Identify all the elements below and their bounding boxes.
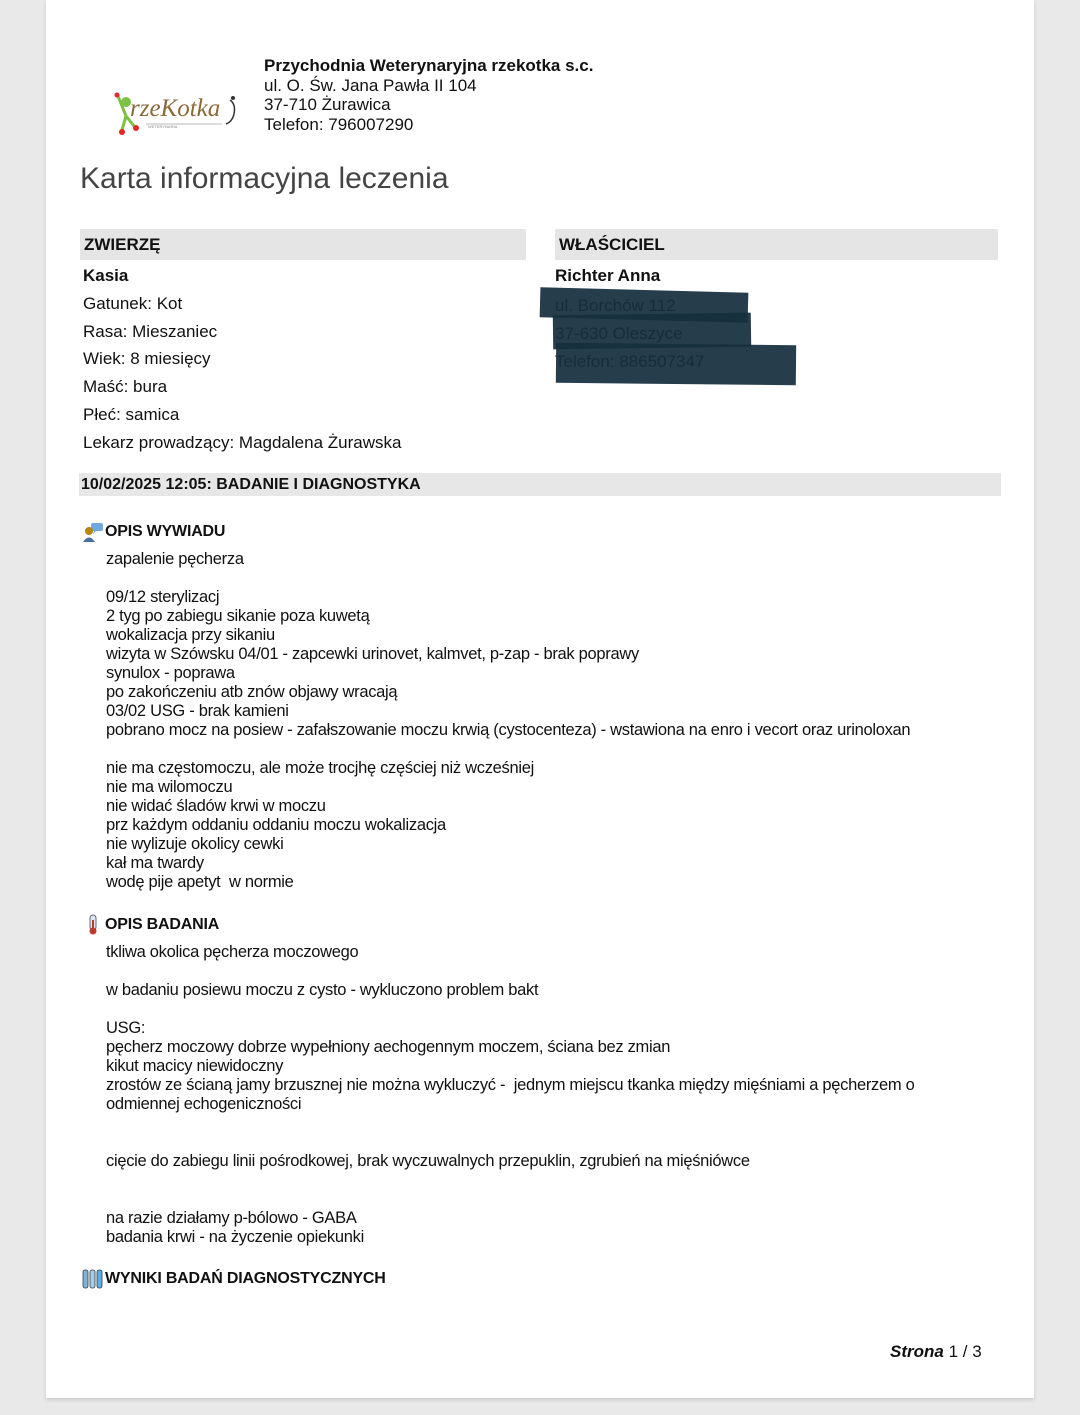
text-line: zapalenie pęcherza (106, 550, 244, 568)
redaction-mark (556, 343, 796, 386)
page-counter (890, 1342, 982, 1362)
thermometer-icon (82, 914, 104, 936)
clinic-name: Przychodnia Weterynaryjna rzekotka s.c. (264, 56, 594, 75)
animal-name: Kasia (83, 266, 129, 285)
text-line: 2 tyg po zabiegu sikanie poza kuwetą (106, 607, 370, 625)
interview-heading (82, 521, 225, 543)
animal-coat: Maść: bura (83, 377, 168, 396)
text-line: nie ma wilomoczu (106, 778, 233, 796)
page-total: / 3 (962, 1342, 982, 1361)
text-line: wodę pije apetyt w normie (106, 873, 294, 891)
test-tubes-icon (82, 1268, 104, 1290)
animal-section-header: ZWIERZĘ (80, 229, 526, 260)
text-line: 03/02 USG - brak kamieni (106, 702, 289, 720)
text-line: nie ma częstomoczu, ale może trocjhę częściej niż wcześniej (106, 759, 534, 777)
animal-sex: Płeć: samica (83, 405, 180, 424)
text-line: badania krwi - na życzenie opiekunki (106, 1228, 364, 1246)
attending-doctor: Lekarz prowadzący: Magdalena Żurawska (83, 433, 402, 452)
clinic-info (264, 56, 593, 134)
svg-text:rzeKotka: rzeKotka (130, 95, 221, 122)
clinic-phone: Telefon: 796007290 (264, 114, 414, 134)
text-line (106, 1133, 996, 1152)
document-title: Karta informacyjna leczenia (80, 162, 449, 195)
text-line: synulox - poprawa (106, 664, 235, 682)
examination-text (106, 943, 996, 1247)
clinic-address-line1: ul. O. Św. Jana Pawła II 104 (264, 75, 477, 95)
text-line (106, 740, 996, 759)
owner-name: Richter Anna (555, 266, 661, 285)
owner-section-header: WŁAŚCICIEL (555, 229, 998, 260)
clinic-address-line2: 37-710 Żurawica (264, 95, 391, 114)
text-line (106, 1171, 996, 1190)
text-line: pęcherz moczowy dobrze wypełniony aechogennym moczem, ściana bez zmian (106, 1038, 671, 1056)
examination-title: OPIS BADANIA (105, 916, 220, 933)
text-line: prz każdym oddaniu oddaniu moczu wokalizacja (106, 816, 446, 834)
text-line (106, 1114, 996, 1133)
page-label: Strona (890, 1342, 944, 1361)
text-line: kał ma twardy (106, 854, 204, 872)
interview-title: OPIS WYWIADU (105, 523, 226, 540)
interview-icon (82, 521, 104, 543)
text-line: kikut macicy niewidoczny (106, 1057, 284, 1075)
text-line: pobrano mocz na posiew - zafałszowanie moczu krwią (cystocenteza) - wstawiona na enro i vecort oraz urinoloxan (106, 721, 911, 739)
examination-heading (82, 914, 219, 936)
visit-header: 10/02/2025 12:05: BADANIE I DIAGNOSTYKA (79, 473, 1001, 496)
text-line: na razie działamy p-bólowo - GABA (106, 1209, 357, 1227)
page-current: 1 (948, 1342, 959, 1361)
text-line: wokalizacja przy sikaniu (106, 626, 275, 644)
text-line: 09/12 sterylizacj (106, 588, 220, 606)
text-line (106, 962, 996, 981)
svg-text:WETERYNARIA: WETERYNARIA (148, 124, 178, 129)
text-line: w badaniu posiewu moczu z cysto - wykluczono problem bakt (106, 981, 539, 999)
interview-text (106, 550, 996, 892)
results-title: WYNIKI BADAŃ DIAGNOSTYCZNYCH (105, 1270, 386, 1287)
text-line: nie widać śladów krwi w moczu (106, 797, 326, 815)
text-line: USG: (106, 1019, 146, 1037)
text-line (106, 1190, 996, 1209)
text-line: cięcie do zabiegu linii pośrodkowej, brak wyczuwalnych przepuklin, zgrubień na mięśniówce (106, 1152, 750, 1170)
text-line: wizyta w Szówsku 04/01 - zapcewki urinovet, kalmvet, p-zap - brak poprawy (106, 645, 639, 663)
text-line: odmiennej echogeniczności (106, 1095, 302, 1113)
text-line (106, 569, 996, 588)
animal-species: Gatunek: Kot (83, 294, 183, 313)
results-heading (82, 1268, 386, 1290)
animal-age: Wiek: 8 miesięcy (83, 349, 211, 368)
animal-breed: Rasa: Mieszaniec (83, 322, 218, 341)
clinic-logo (112, 86, 250, 138)
text-line: po zakończeniu atb znów objawy wracają (106, 683, 398, 701)
text-line: zrostów ze ścianą jamy brzusznej nie można wykluczyć - jednym miejscu tkanka między mięśniami a pęcherzem o (106, 1076, 915, 1094)
text-line: nie wylizuje okolicy cewki (106, 835, 284, 853)
text-line: tkliwa okolica pęcherza moczowego (106, 943, 359, 961)
text-line (106, 1000, 996, 1019)
